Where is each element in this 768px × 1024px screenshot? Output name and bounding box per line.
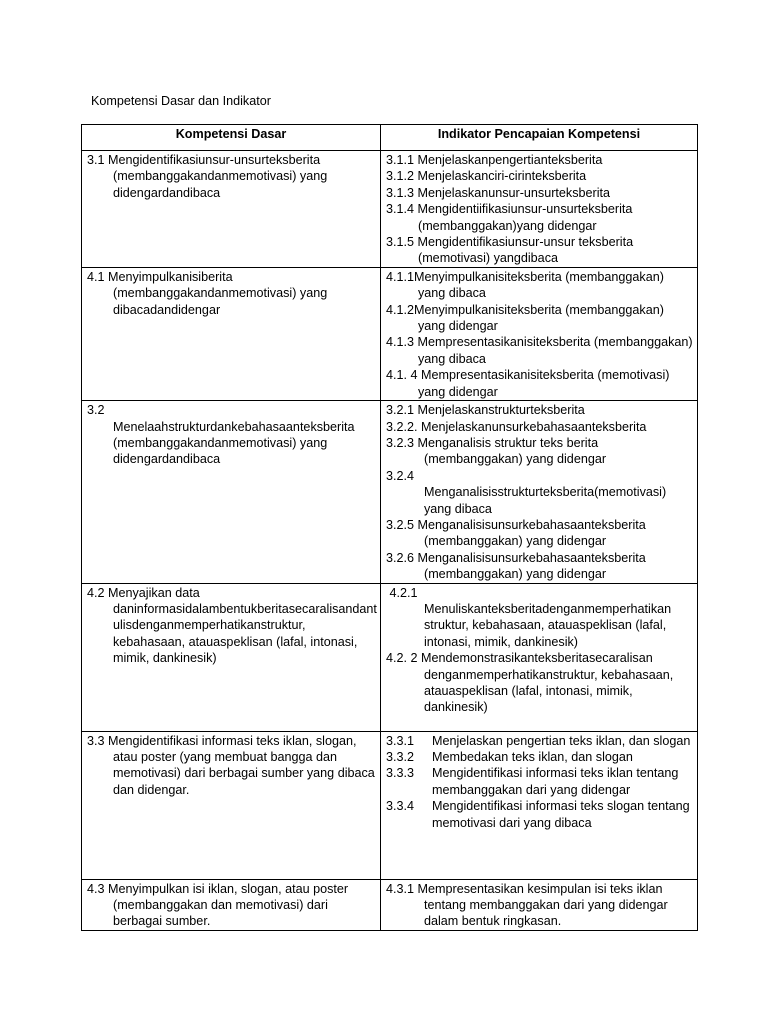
indikator-item: 4.1.3 Mempresentasikanisiteksberita (membanggakan) yang dibaca [386, 335, 693, 366]
kd-cell [82, 731, 381, 879]
indikator-item [386, 733, 694, 749]
competency-table [81, 124, 698, 931]
indikator-cell [381, 731, 698, 879]
kd-cell [82, 879, 381, 930]
indikator-number: 4.2.1 [386, 585, 418, 600]
kd-cell [82, 401, 381, 583]
indikator-text: Mengidentifikasi informasi teks slogan tentang memotivasi dari yang dibaca [432, 799, 690, 830]
table-row [82, 267, 698, 400]
header-indikator: Indikator Pencapaian Kompetensi [381, 125, 698, 151]
kd-text: 4.1 Menyimpulkanisiberita (membanggakandanmemotivasi) yang dibacadandidengar [87, 269, 328, 317]
indikator-number: 3.3.3 [386, 766, 415, 781]
indikator-text: Membedakan teks iklan, dan slogan [432, 749, 633, 764]
indikator-item: 4.3.1 Mempresentasikan kesimpulan isi teks iklan tentang membanggakan dari yang didengar dalam bentuk ringkasan. [386, 881, 668, 929]
indikator-cell [381, 151, 698, 268]
table-row [82, 151, 698, 268]
indikator-item: 3.1.1 Menjelaskanpengertianteksberita [386, 153, 603, 167]
indikator-number: 3.2.4 [386, 468, 415, 483]
indikator-item: 3.1.5 Mengidentifikasiunsur-unsur teksberita (memotivasi) yangdibaca [386, 235, 634, 266]
indikator-item [386, 749, 694, 765]
header-kompetensi-dasar: Kompetensi Dasar [82, 125, 381, 151]
indikator-item: 3.2.6 Menganalisisunsurkebahasaanteksberita (membanggakan) yang didengar [386, 550, 646, 582]
kd-number: 3.2 [87, 403, 105, 418]
kd-cell [82, 151, 381, 268]
indikator-cell [381, 401, 698, 583]
kd-text: 3.1 Mengidentifikasiunsur-unsurteksberita (membanggakandanmemotivasi) yang didengardandibaca [87, 153, 328, 200]
document-title: Kompetensi Dasar dan Indikator [91, 94, 271, 108]
indikator-item: 3.1.4 Mengidentiifikasiunsur-unsurteksberita (membanggakan)yang didengar [386, 202, 633, 233]
kd-text: 4.3 Menyimpulkan isi iklan, slogan, atau poster (membanggakan dan memotivasi) dari berbagai sumber. [87, 881, 349, 929]
table-row [82, 401, 698, 583]
table-row [82, 583, 698, 731]
table-row [82, 731, 698, 879]
indikator-cell [381, 583, 698, 731]
indikator-item: 3.1.2 Menjelaskanciri-cirinteksberita [386, 169, 587, 184]
indikator-cell [381, 267, 698, 400]
indikator-item: 3.2.3 Menganalisis struktur teks berita (membanggakan) yang didengar [386, 435, 607, 467]
indikator-item: 4.1.2Menyimpulkanisiteksberita (membanggakan) yang didengar [386, 302, 664, 334]
indikator-item: 4.1.1Menyimpulkanisiteksberita (membanggakan) yang dibaca [386, 269, 664, 301]
indikator-item: Menganalisisstrukturteksberita(memotivasi) yang dibaca [424, 485, 667, 516]
table-header-row [82, 125, 698, 151]
indikator-text: Menjelaskan pengertian teks iklan, dan slogan [432, 733, 691, 748]
indikator-item: 3.1.3 Menjelaskanunsur-unsurteksberita [386, 185, 611, 200]
indikator-number: 3.3.1 [386, 733, 415, 748]
indikator-item [386, 765, 694, 798]
table-row [82, 879, 698, 930]
kd-cell [82, 583, 381, 731]
indikator-cell [381, 879, 698, 930]
indikator-item: 4.2. 2 Mendemonstrasikanteksberitasecaralisan denganmemperhatikanstruktur, kebahasaan, atauaspeklisan (lafal, intonasi, mimik, dankinesik) [386, 651, 674, 715]
indikator-item: 3.2.1 Menjelaskanstrukturteksberita [386, 403, 585, 418]
kd-cell [82, 267, 381, 400]
indikator-number: 3.3.4 [386, 799, 415, 814]
indikator-item: 4.1. 4 Mempresentasikanisiteksberita (memotivasi) yang didengar [386, 368, 670, 399]
indikator-item [386, 798, 694, 831]
indikator-item: 3.2.5 Menganalisisunsurkebahasaanteksberita (membanggakan) yang didengar [386, 517, 646, 549]
indikator-item: Menuliskanteksberitadenganmemperhatikan struktur, kebahasaan, atauaspeklisan (lafal, intonasi, mimik, dankinesik) [424, 601, 672, 649]
kd-text: Menelaahstrukturdankebahasaanteksberita (membanggakandanmemotivasi) yang didengardandibaca [113, 419, 355, 467]
kd-text: 4.2 Menyajikan data daninformasidalambentukberitasecaralisandantulisdenganmemperhatikanstruktur, kebahasaan, atauaspeklisan (lafal, intonasi, mimik, dankinesik) [87, 585, 377, 666]
indikator-item: 3.2.2. Menjelaskanunsurkebahasaanteksberita [386, 419, 647, 434]
indikator-number: 3.3.2 [386, 749, 415, 764]
indikator-text: Mengidentifikasi informasi teks iklan tentang membanggakan dari yang didengar [432, 766, 679, 797]
kd-text: 3.3 Mengidentifikasi informasi teks iklan, slogan, atau poster (yang membuat bangga dan memotivasi) dari berbagai sumber yang dibaca dan didengar. [87, 733, 375, 797]
